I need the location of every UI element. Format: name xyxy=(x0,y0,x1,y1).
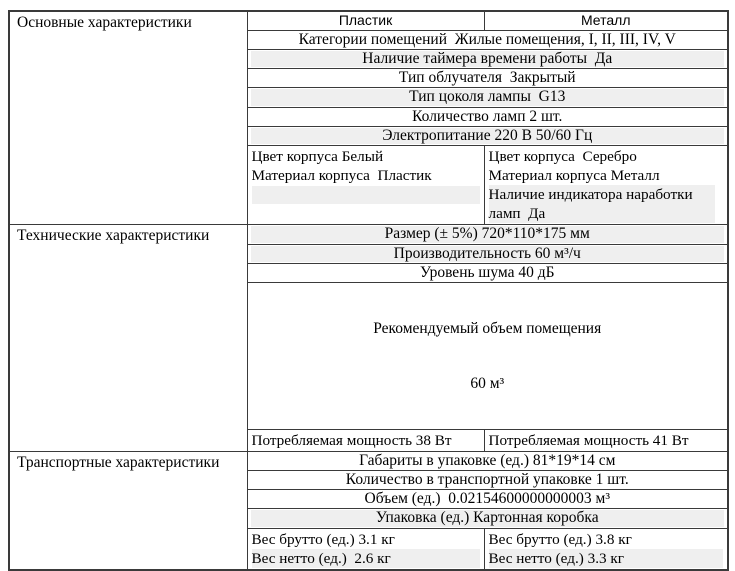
spec-table xyxy=(8,10,729,571)
net-weight-plastic: Вес нетто (ед.) 2.6 кг xyxy=(252,549,480,568)
empty-stripe xyxy=(252,186,480,204)
room-volume-line1: Рекомендуемый объем помещения xyxy=(373,320,602,337)
row-pack-dims xyxy=(9,452,728,471)
metal-lamp-indicator: Наличие индикатора наработки ламп Да xyxy=(489,185,715,223)
row-socket-cell xyxy=(247,88,728,108)
power-consumption-plastic-value: Потребляемая мощность 38 Вт xyxy=(251,432,452,449)
row-size-value: Размер (± 5%) 720*110*175 мм xyxy=(251,226,725,243)
power-consumption-plastic xyxy=(247,430,484,452)
net-weight-metal: Вес нетто (ед.) 3.3 кг xyxy=(489,549,724,568)
row-power-supply-cell xyxy=(247,126,728,146)
row-noise-value: Уровень шума 40 дБ xyxy=(247,264,728,283)
gross-weight-plastic: Вес брутто (ед.) 3.1 кг xyxy=(251,530,395,548)
row-pack-qty-value: Количество в транспортной упаковке 1 шт. xyxy=(247,471,728,490)
row-irradiator-type-value: Тип облучателя Закрытый xyxy=(247,69,728,88)
cell-plastic-details xyxy=(247,146,484,225)
cell-weights-metal xyxy=(484,528,728,570)
cell-metal-details xyxy=(484,146,728,225)
header-row xyxy=(9,11,728,30)
row-package-type-value: Упаковка (ед.) Картонная коробка xyxy=(251,510,725,527)
metal-body-color: Цвет корпуса Серебро xyxy=(488,148,637,165)
row-unit-volume-value: Объем (ед.) 0.02154600000000003 м³ xyxy=(247,490,728,509)
row-size-cell xyxy=(247,225,728,245)
row-lamps-value: Количество ламп 2 шт. xyxy=(247,107,728,126)
section-technical-title: Технические характеристики xyxy=(9,225,247,452)
row-package-type-cell xyxy=(247,509,728,529)
row-timer-cell xyxy=(247,49,728,69)
power-consumption-metal xyxy=(484,430,728,452)
room-volume-line2: 60 м³ xyxy=(470,375,505,392)
plastic-body-material: Материал корпуса Пластик xyxy=(251,167,432,184)
row-productivity-cell xyxy=(247,244,728,264)
gross-weight-metal: Вес брутто (ед.) 3.8 кг xyxy=(488,530,632,548)
column-header-plastic: Пластик xyxy=(247,11,484,30)
plastic-body-color: Цвет корпуса Белый xyxy=(251,148,384,165)
row-categories-value: Категории помещений Жилые помещения, I, II, III, IV, V xyxy=(247,30,728,49)
metal-body-material: Материал корпуса Металл xyxy=(488,167,660,184)
row-timer-value: Наличие таймера времени работы Да xyxy=(251,51,725,68)
column-header-metal: Металл xyxy=(484,11,728,30)
row-size xyxy=(9,225,728,245)
row-socket-value: Тип цоколя лампы G13 xyxy=(251,89,725,106)
row-productivity-value: Производительность 60 м³/ч xyxy=(251,246,725,263)
power-consumption-metal-value: Потребляемая мощность 41 Вт xyxy=(488,432,689,449)
cell-weights-plastic xyxy=(247,528,484,570)
row-pack-dims-value: Габариты в упаковке (ед.) 81*19*14 см xyxy=(247,452,728,471)
row-room-volume-cell xyxy=(247,283,728,430)
section-transport-title: Транспортные характеристики xyxy=(9,452,247,570)
section-main-title: Основные характеристики xyxy=(9,11,247,225)
row-power-supply-value: Электропитание 220 В 50/60 Гц xyxy=(251,128,725,145)
